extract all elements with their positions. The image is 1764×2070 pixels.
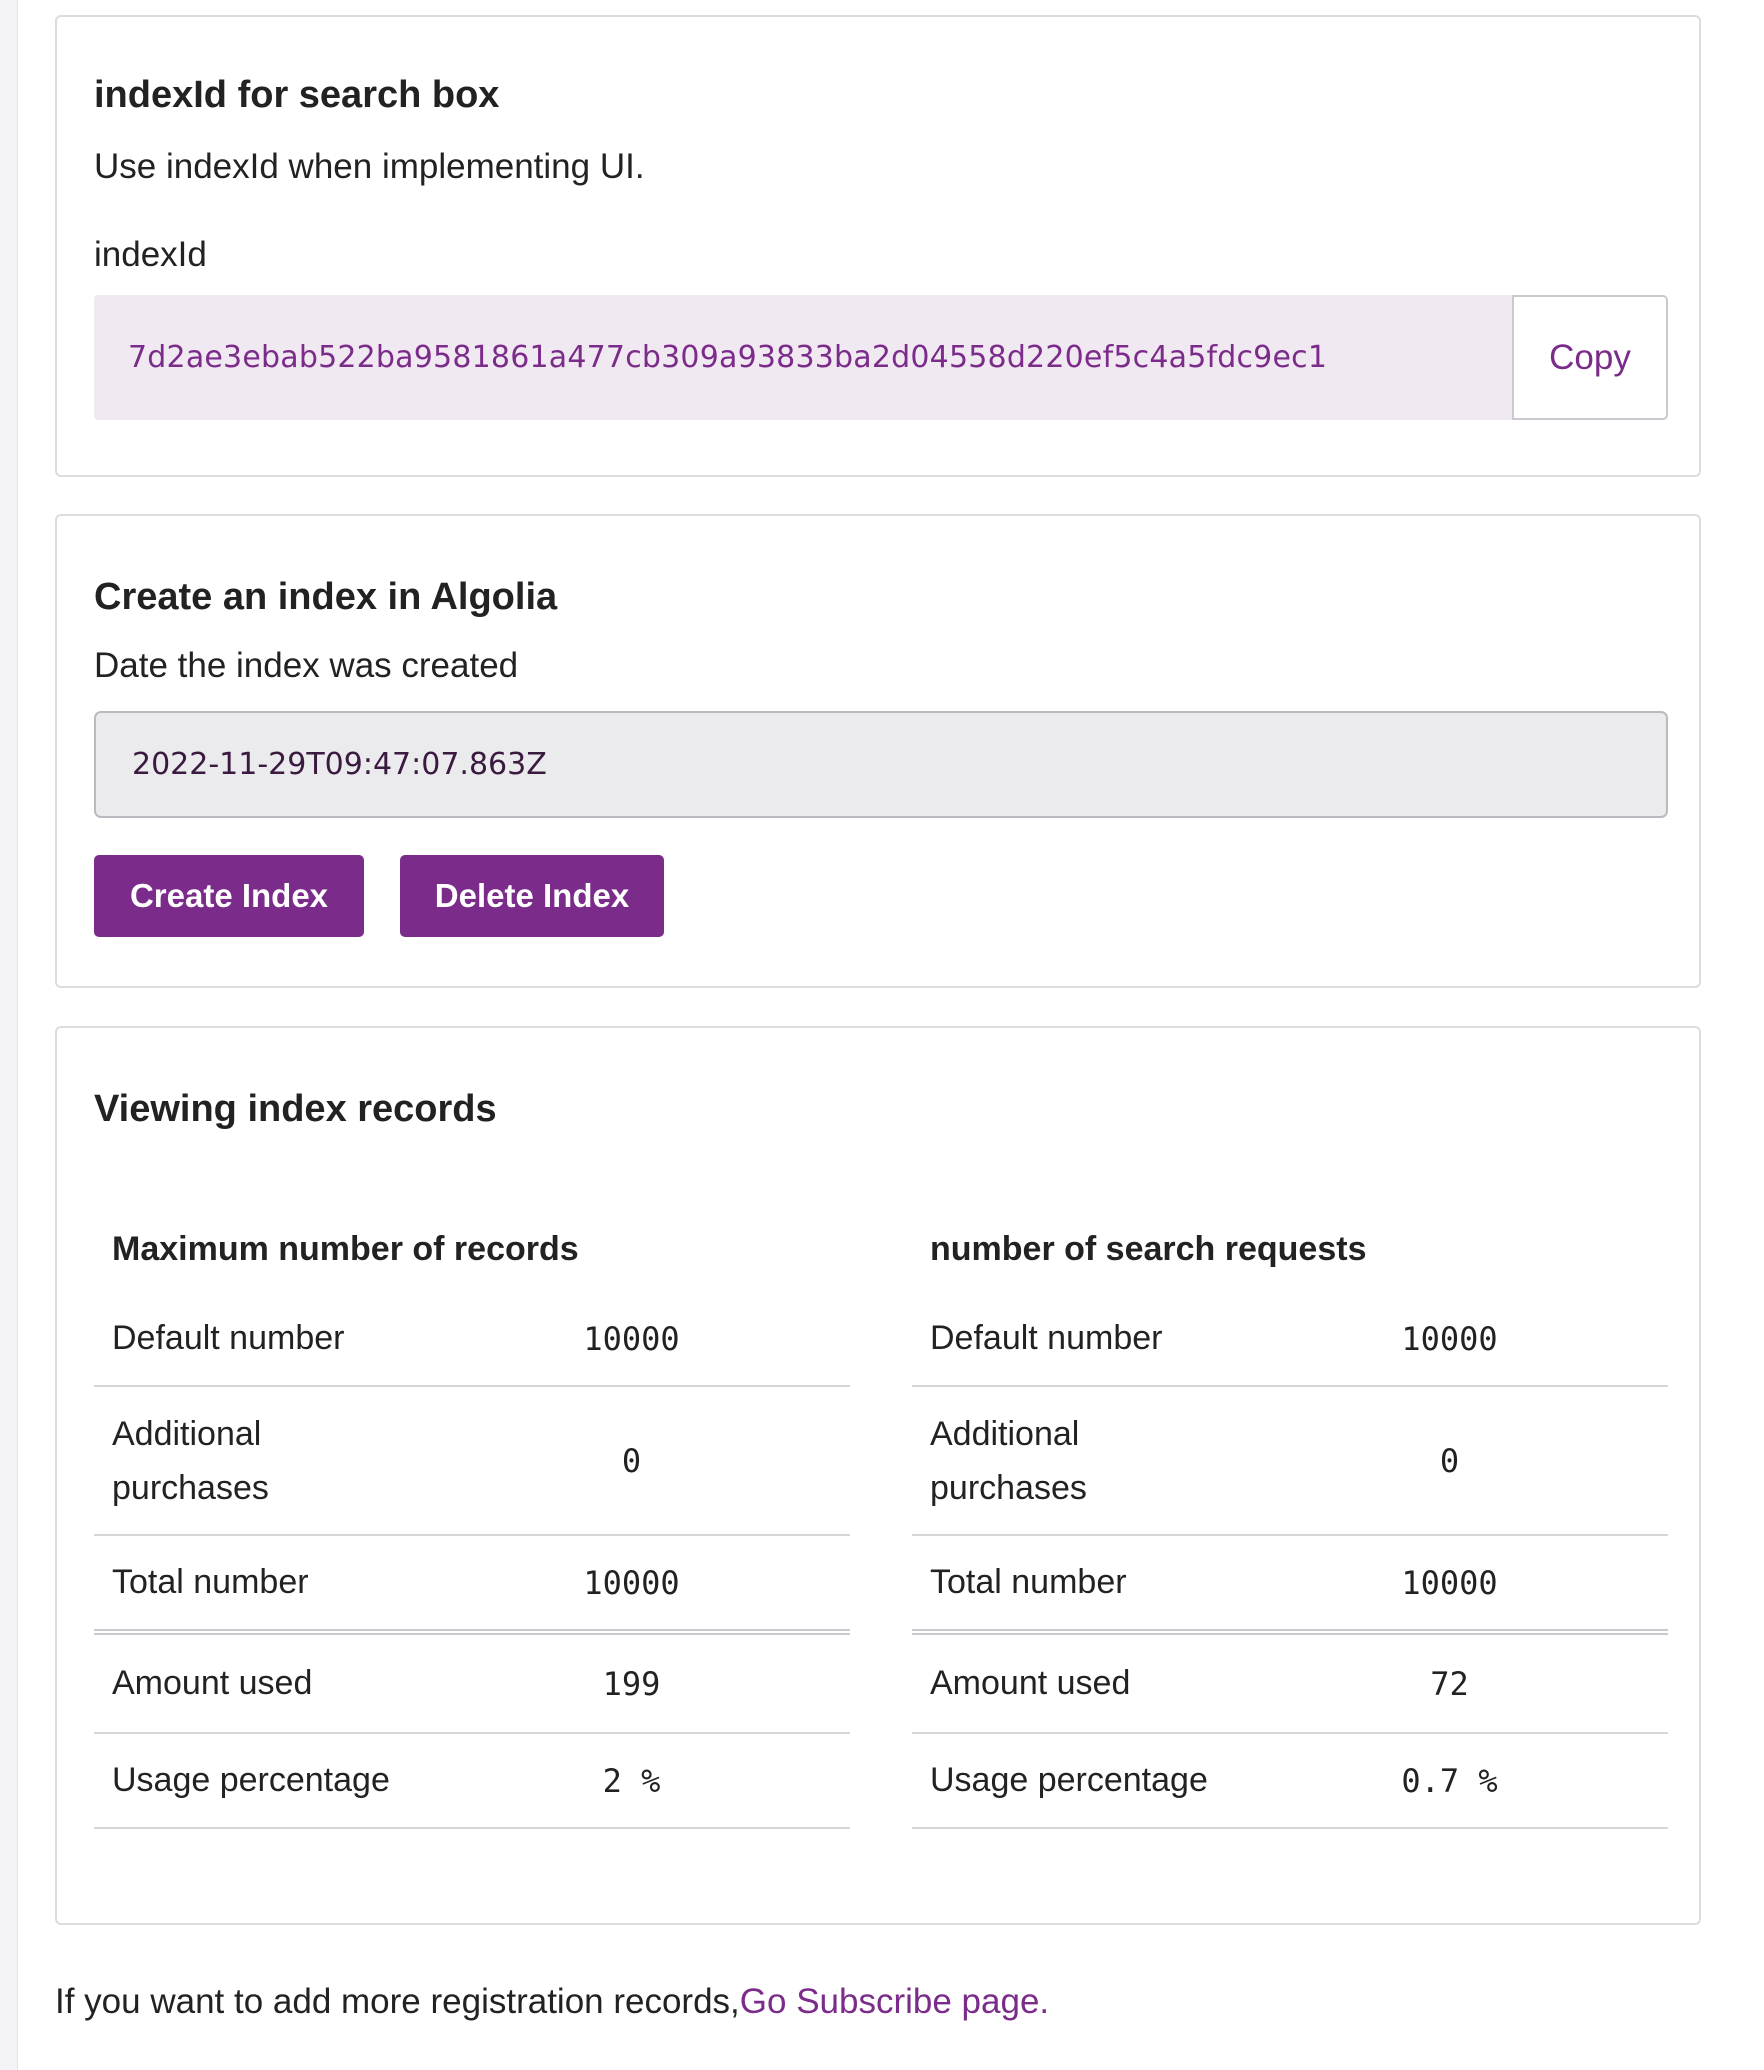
index-id-description: Use indexId when implementing UI. (94, 147, 645, 186)
row-label: Amount used (912, 1632, 1231, 1733)
row-value: 72 (1231, 1632, 1668, 1733)
table-row (94, 1733, 850, 1828)
index-records-card-title: Viewing index records (94, 1088, 497, 1130)
row-value: 0.7 % (1231, 1733, 1668, 1828)
delete-index-button[interactable]: Delete Index (400, 855, 664, 937)
table-row (912, 1535, 1668, 1632)
subscribe-page-link[interactable]: Go Subscribe page. (739, 1982, 1050, 2021)
row-value: 10000 (1231, 1535, 1668, 1632)
table-header: Maximum number of records (112, 1229, 579, 1268)
table-header: number of search requests (930, 1229, 1367, 1268)
table-row (94, 1632, 850, 1733)
row-value: 0 (413, 1386, 850, 1535)
row-label: Amount used (94, 1632, 413, 1733)
index-id-field-label: indexId (94, 235, 207, 274)
row-value: 10000 (1231, 1292, 1668, 1386)
row-label: Default number (94, 1292, 413, 1386)
row-label: Total number (94, 1535, 413, 1632)
table-row (912, 1733, 1668, 1828)
index-id-card (55, 15, 1701, 477)
table-row (912, 1386, 1668, 1535)
row-label: Additional purchases (912, 1386, 1231, 1535)
row-value: 2 % (413, 1733, 850, 1828)
left-sidebar-edge (0, 0, 18, 2070)
search-requests-table (912, 1206, 1668, 1829)
created-date-field: 2022-11-29T09:47:07.863Z (94, 711, 1668, 818)
row-label: Additional purchases (94, 1386, 413, 1535)
index-id-display (94, 295, 1523, 420)
main-content (55, 0, 1705, 2070)
max-records-table (94, 1206, 850, 1829)
index-records-card (55, 1026, 1701, 1925)
row-value: 10000 (413, 1292, 850, 1386)
copy-button[interactable]: Copy (1512, 295, 1668, 420)
row-label: Default number (912, 1292, 1231, 1386)
index-id-value: 7d2ae3ebab522ba9581861a477cb309a93833ba2d04558d220ef5c4a5fdc9ec1 (128, 340, 1328, 375)
subscribe-footer (55, 1982, 1049, 2022)
table-row (912, 1632, 1668, 1733)
row-value: 0 (1231, 1386, 1668, 1535)
table-row (94, 1292, 850, 1386)
create-index-card (55, 514, 1701, 988)
row-label: Total number (912, 1535, 1231, 1632)
row-label: Usage percentage (912, 1733, 1231, 1828)
row-value: 199 (413, 1632, 850, 1733)
table-row (912, 1292, 1668, 1386)
table-row (94, 1386, 850, 1535)
create-index-button[interactable]: Create Index (94, 855, 364, 937)
create-index-card-title: Create an index in Algolia (94, 576, 558, 618)
footer-text: If you want to add more registration records, (55, 1982, 740, 2021)
row-label: Usage percentage (94, 1733, 413, 1828)
created-date-label: Date the index was created (94, 646, 519, 685)
index-id-card-title: indexId for search box (94, 74, 500, 116)
table-row (94, 1535, 850, 1632)
row-value: 10000 (413, 1535, 850, 1632)
